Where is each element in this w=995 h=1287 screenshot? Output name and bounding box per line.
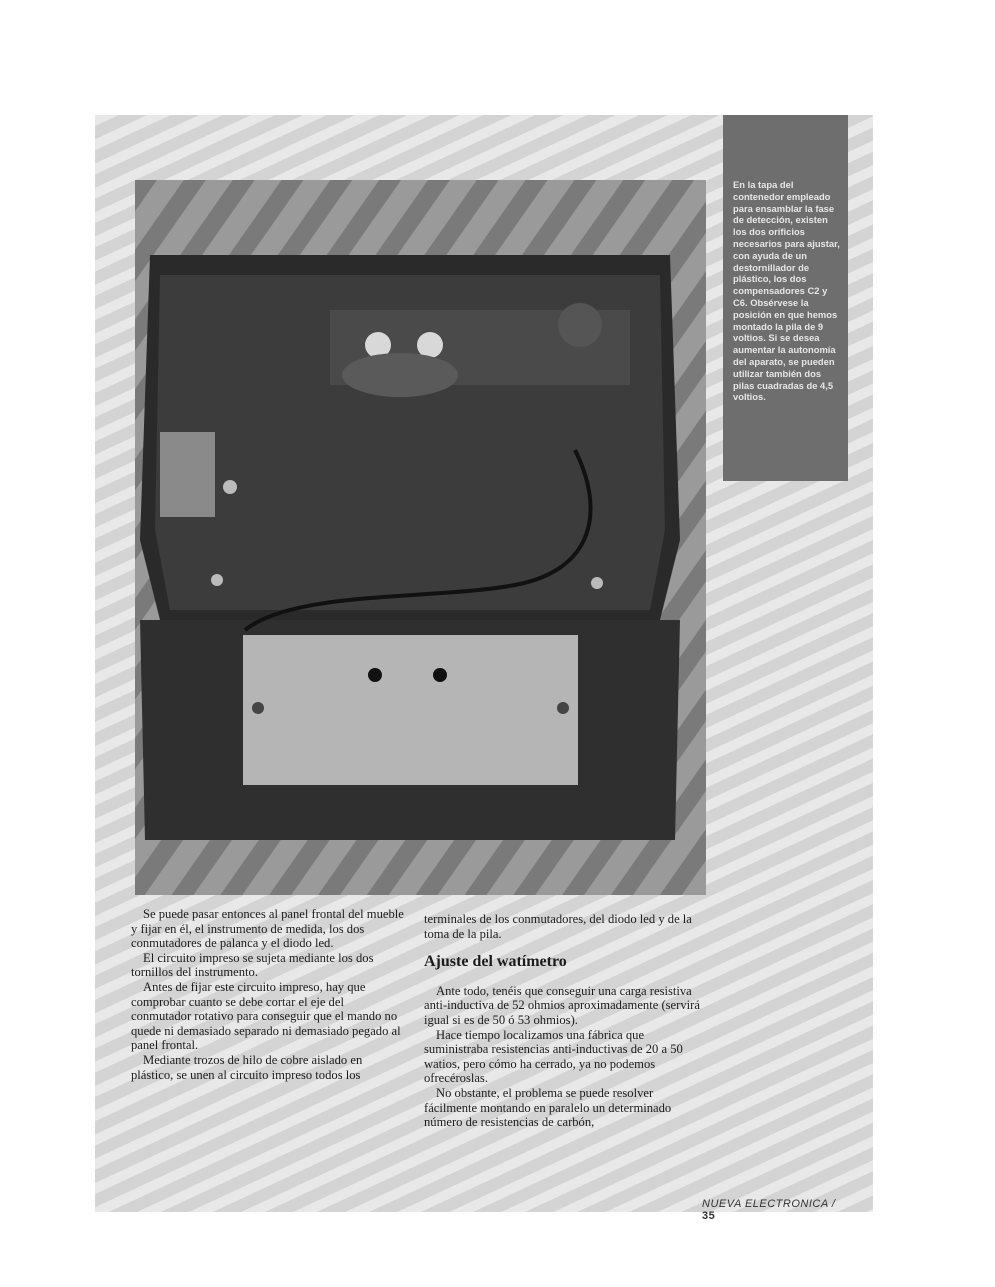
page-footer	[702, 1198, 852, 1222]
screw	[557, 702, 569, 714]
paragraph: Se puede pasar entonces al panel frontal del mueble y fijar en él, el instrumento de medida, los dos conmutadores de palanca y el diodo led.	[131, 907, 404, 951]
adjustment-hole	[368, 668, 382, 682]
paragraph: Hace tiempo localizamos una fábrica que suministraba resistencias anti-inductivas de 20 a 50 watios, pero cómo ha cerrado, ya no podemos ofrecéroslas.	[424, 1027, 683, 1086]
page-number: 35	[702, 1210, 716, 1222]
right-column	[424, 912, 702, 1130]
screw	[223, 480, 237, 494]
footer-separator: /	[831, 1198, 836, 1210]
screw	[252, 702, 264, 714]
rotary-switch	[558, 303, 602, 347]
battery-holder	[160, 432, 215, 517]
photo-caption-box	[723, 115, 848, 481]
paragraph: No obstante, el problema se puede resolver fácilmente montando en paralelo un determinado número de resistencias de carbón,	[424, 1085, 672, 1130]
left-column	[131, 907, 405, 1082]
paragraph: Ante todo, tenéis que conseguir una carga resistiva anti-inductiva de 52 ohmios aproximadamente (servirá igual si es de 50 ó 53 ohmios).	[424, 983, 700, 1027]
adjustment-hole	[433, 668, 447, 682]
probe-box	[243, 635, 578, 785]
paragraph: Antes de fijar este circuito impreso, hay que comprobar cuanto se debe cortar el eje del conmutador rotativo para conseguir que el mando no quede ni demasiado separado ni demasiado pegado al panel frontal.	[131, 979, 401, 1053]
paragraph: terminales de los conmutadores, del diodo led y de la toma de la pila.	[424, 912, 692, 941]
photo-caption-text: En la tapa del contenedor empleado para ensamblar la fase de detección, existen los dos orificios necesarios para ajustar, con ayuda de un destornillador de plástico, los dos compensadores C2 y C6. Obsérvese la posición en que hemos montado la pila de 9 voltios. Si se desea aumentar la autonomía del aparato, se pueden utilizar también dos pilas cuadradas de 4,5 voltios.	[733, 179, 840, 403]
screw	[591, 577, 603, 589]
device-photo	[135, 180, 706, 895]
paragraph: Mediante trozos de hilo de cobre aislado en plástico, se unen al circuito impreso todos los	[131, 1052, 363, 1082]
paragraph: El circuito impreso se sujeta mediante los dos tornillos del instrumento.	[131, 950, 374, 980]
trimmer-c6	[417, 332, 443, 358]
magazine-name: NUEVA ELECTRONICA	[702, 1198, 829, 1210]
screw	[211, 574, 223, 586]
section-heading: Ajuste del watímetro	[424, 953, 567, 971]
meter-back	[342, 353, 458, 397]
device-photo-illustration	[135, 180, 706, 895]
